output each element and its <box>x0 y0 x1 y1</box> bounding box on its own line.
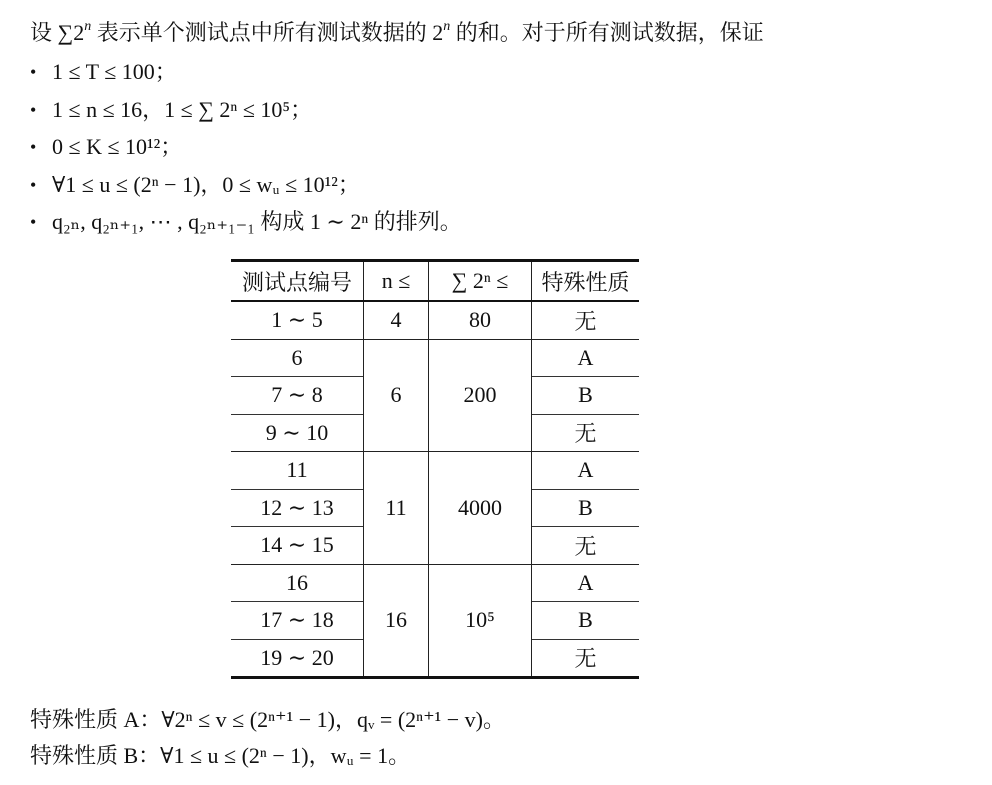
cell-case: 16 <box>231 564 364 602</box>
constraint-item: • 0 ≤ K ≤ 10¹²； <box>30 132 462 170</box>
table-row <box>231 301 639 339</box>
cell-case: 6 <box>231 339 364 377</box>
intro-sentence <box>30 18 764 48</box>
cell-case: 7 ∼ 8 <box>231 377 364 415</box>
table-row <box>231 452 639 490</box>
header-property: 特殊性质 <box>532 261 640 302</box>
constraint-item: • 1 ≤ n ≤ 16，1 ≤ ∑ 2ⁿ ≤ 10⁵； <box>30 95 462 133</box>
cell-n: 16 <box>364 564 429 678</box>
special-property-b: 特殊性质 B：∀1 ≤ u ≤ (2ⁿ − 1)，wᵤ = 1。 <box>30 743 411 768</box>
intro-rest-exp: n <box>443 18 451 34</box>
cell-case: 1 ∼ 5 <box>231 301 364 339</box>
constraint-item: • 1 ≤ T ≤ 100； <box>30 57 462 95</box>
special-property-a: 特殊性质 A：∀2ⁿ ≤ v ≤ (2ⁿ⁺¹ − 1)，qᵥ = (2ⁿ⁺¹ − v)。 <box>30 707 506 732</box>
constraint-list <box>30 57 462 245</box>
intro-sum-base: 2 <box>73 20 85 45</box>
subtask-table <box>231 259 639 679</box>
intro-tail: 的和。对于所有测试数据，保证 <box>455 20 764 45</box>
cell-case: 11 <box>231 452 364 490</box>
cell-case: 17 ∼ 18 <box>231 602 364 640</box>
cell-property: A <box>532 452 640 490</box>
intro-lead: 设 <box>30 20 53 45</box>
cell-property: A <box>532 564 640 602</box>
special-properties <box>30 702 505 774</box>
cell-n: 6 <box>364 339 429 452</box>
cell-case: 19 ∼ 20 <box>231 639 364 678</box>
sum-symbol: ∑ <box>57 20 74 45</box>
table-row <box>231 339 639 377</box>
cell-sum: 200 <box>429 339 532 452</box>
constraint-item: • q₂ₙ, q₂ₙ₊₁, ⋯ , q₂ₙ₊₁₋₁ 构成 1 ∼ 2ⁿ 的排列。 <box>30 207 462 245</box>
cell-sum: 10⁵ <box>429 564 532 678</box>
cell-sum: 80 <box>429 301 532 339</box>
cell-property: 无 <box>532 527 640 565</box>
constraint-item: • ∀1 ≤ u ≤ (2ⁿ − 1)，0 ≤ wᵤ ≤ 10¹²； <box>30 170 462 208</box>
cell-sum: 4000 <box>429 452 532 565</box>
cell-n: 4 <box>364 301 429 339</box>
cell-property: B <box>532 377 640 415</box>
header-sum: ∑ 2ⁿ ≤ <box>429 261 532 302</box>
cell-property: B <box>532 489 640 527</box>
cell-property: 无 <box>532 639 640 678</box>
cell-property: B <box>532 602 640 640</box>
cell-case: 9 ∼ 10 <box>231 414 364 452</box>
intro-rest: 表示单个测试点中所有测试数据的 2 <box>96 20 444 45</box>
table-row <box>231 564 639 602</box>
table-header-row <box>231 261 639 302</box>
cell-case: 12 ∼ 13 <box>231 489 364 527</box>
cell-property: 无 <box>532 301 640 339</box>
cell-case: 14 ∼ 15 <box>231 527 364 565</box>
intro-sum-exp: n <box>84 18 92 34</box>
header-n: n ≤ <box>364 261 429 302</box>
header-case: 测试点编号 <box>231 261 364 302</box>
cell-property: A <box>532 339 640 377</box>
cell-property: 无 <box>532 414 640 452</box>
cell-n: 11 <box>364 452 429 565</box>
